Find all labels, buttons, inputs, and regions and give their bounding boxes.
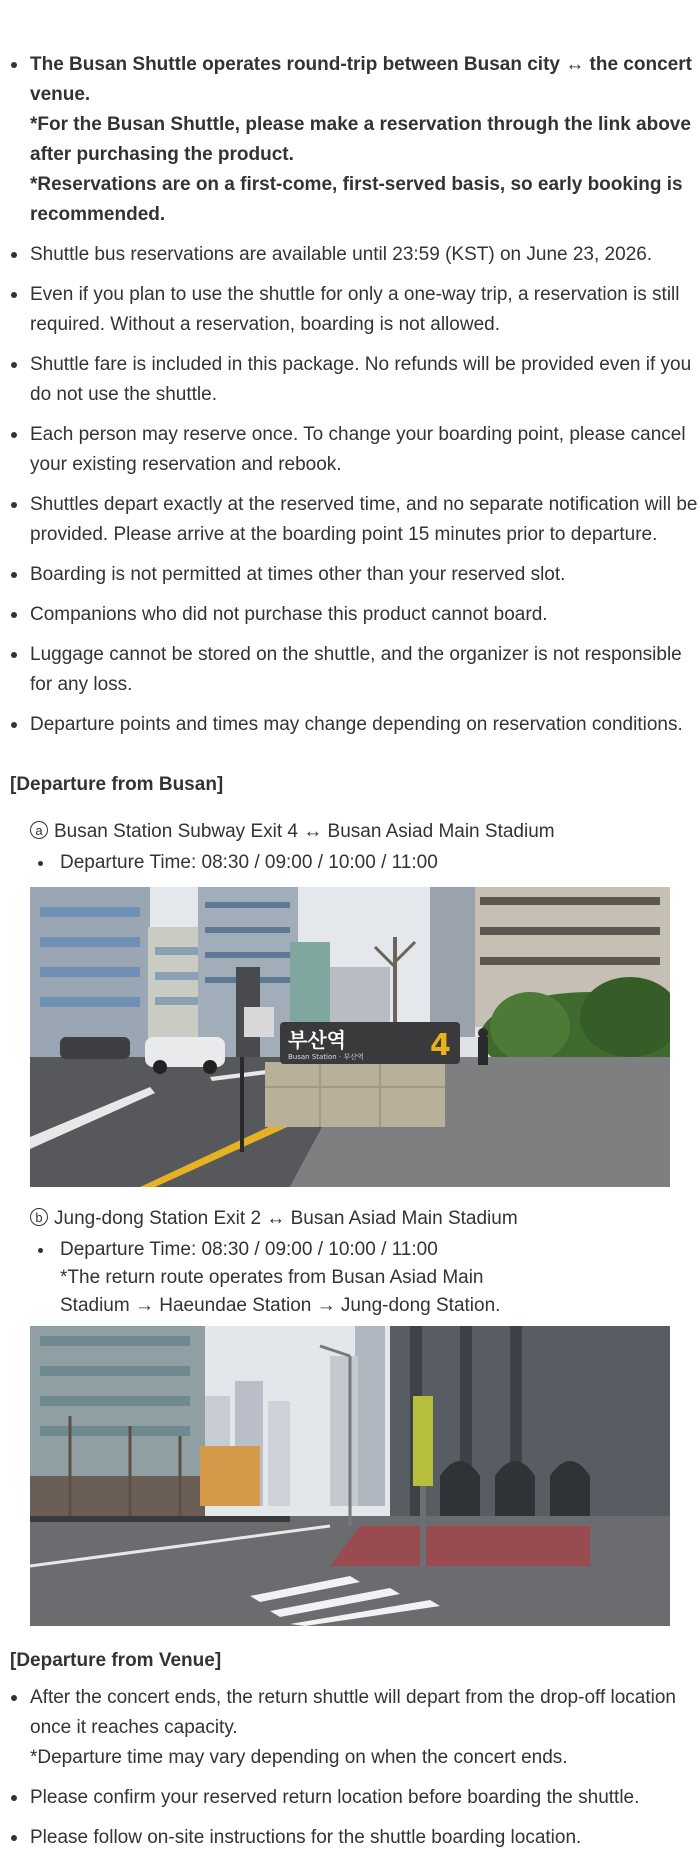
note-text: Each person may reserve once. To change your boarding point, please cancel your existing reservation and rebook.	[30, 424, 686, 475]
venue-note-item	[0, 1783, 700, 1813]
route-a-title	[30, 818, 555, 846]
route-a-name: Busan Station Subway Exit 4 ↔ Busan Asiad Main Stadium	[54, 821, 555, 842]
note-text: The Busan Shuttle operates round-trip between Busan city ↔ the concert venue.	[30, 54, 692, 105]
busan-station-exit4-photo	[30, 887, 670, 1187]
venue-note-text: Please confirm your reserved return location before boarding the shuttle.	[30, 1787, 640, 1808]
note-item	[0, 280, 700, 340]
venue-note-item	[0, 1683, 700, 1773]
venue-note-text: After the concert ends, the return shuttle will depart from the drop-off location once it reaches capacity.	[30, 1687, 676, 1738]
venue-note-extra: *Departure time may vary depending on when the concert ends.	[30, 1747, 568, 1768]
route-a-departure-text: Departure Time: 08:30 / 09:00 / 10:00 / 11:00	[60, 852, 438, 873]
route-b-marker: b	[30, 1208, 48, 1226]
bullet-icon	[11, 612, 17, 618]
bullet-icon	[11, 722, 17, 728]
venue-departure-heading: [Departure from Venue]	[10, 1650, 222, 1671]
busan-departure-heading: [Departure from Busan]	[10, 774, 224, 795]
note-text: Luggage cannot be stored on the shuttle, and the organizer is not responsible for any loss.	[30, 644, 682, 695]
photo-sign-english: Busan Station · 부산역	[288, 1053, 364, 1061]
venue-note-text: Please follow on-site instructions for the shuttle boarding location.	[30, 1827, 582, 1848]
bullet-icon	[11, 252, 17, 258]
note-item	[0, 240, 700, 270]
bullet-icon	[11, 502, 17, 508]
route-b-name: Jung-dong Station Exit 2 ↔ Busan Asiad Main Stadium	[54, 1208, 518, 1229]
bullet-icon	[38, 1248, 43, 1253]
bullet-icon	[11, 1695, 17, 1701]
bullet-icon	[11, 652, 17, 658]
note-item	[0, 50, 700, 230]
note-text: Shuttles depart exactly at the reserved time, and no separate notification will be provided. Please arrive at the boarding point 15 minutes prior to departure.	[30, 494, 698, 545]
bullet-icon	[11, 572, 17, 578]
photo-sign-number: 4	[430, 1028, 451, 1063]
note-extra: *Reservations are on a first-come, first-served basis, so early booking is recommended.	[30, 174, 683, 225]
bullet-icon	[11, 1795, 17, 1801]
note-text: Shuttle bus reservations are available until 23:59 (KST) on June 23, 2026.	[30, 244, 653, 265]
photo-sign-korean: 부산역	[288, 1028, 346, 1052]
route-a-marker: a	[30, 821, 48, 839]
shuttle-notes-list	[0, 50, 700, 750]
bullet-icon	[11, 432, 17, 438]
note-item	[0, 420, 700, 480]
jungdong-station-exit2-photo	[30, 1326, 670, 1626]
note-text: Companions who did not purchase this product cannot board.	[30, 604, 548, 625]
bullet-icon	[38, 861, 43, 866]
note-item	[0, 600, 700, 630]
note-text: Boarding is not permitted at times other than your reserved slot.	[30, 564, 566, 585]
route-b-note-line2: Stadium → Haeundae Station → Jung-dong Station.	[60, 1295, 501, 1316]
bullet-icon	[11, 62, 17, 68]
bullet-icon	[11, 1835, 17, 1841]
route-b-departure	[38, 1236, 500, 1320]
note-item	[0, 710, 700, 740]
note-text: Departure points and times may change depending on reservation conditions.	[30, 714, 683, 735]
note-item	[0, 350, 700, 410]
venue-note-item	[0, 1823, 700, 1853]
venue-notes-list	[0, 1683, 700, 1863]
bullet-icon	[11, 292, 17, 298]
note-item	[0, 490, 700, 550]
route-a-departure	[38, 849, 438, 877]
bullet-icon	[11, 362, 17, 368]
route-b-departure-text: Departure Time: 08:30 / 09:00 / 10:00 / 11:00	[60, 1239, 438, 1260]
note-item	[0, 560, 700, 590]
note-text: Even if you plan to use the shuttle for only a one-way trip, a reservation is still required. Without a reservation, boarding is not allowed.	[30, 284, 680, 335]
note-extra: *For the Busan Shuttle, please make a reservation through the link above after purchasing the product.	[30, 114, 691, 165]
route-b-title	[30, 1205, 518, 1233]
note-text: Shuttle fare is included in this package. No refunds will be provided even if you do not use the shuttle.	[30, 354, 692, 405]
note-item	[0, 640, 700, 700]
route-b-note-line1: *The return route operates from Busan Asiad Main	[60, 1267, 484, 1288]
